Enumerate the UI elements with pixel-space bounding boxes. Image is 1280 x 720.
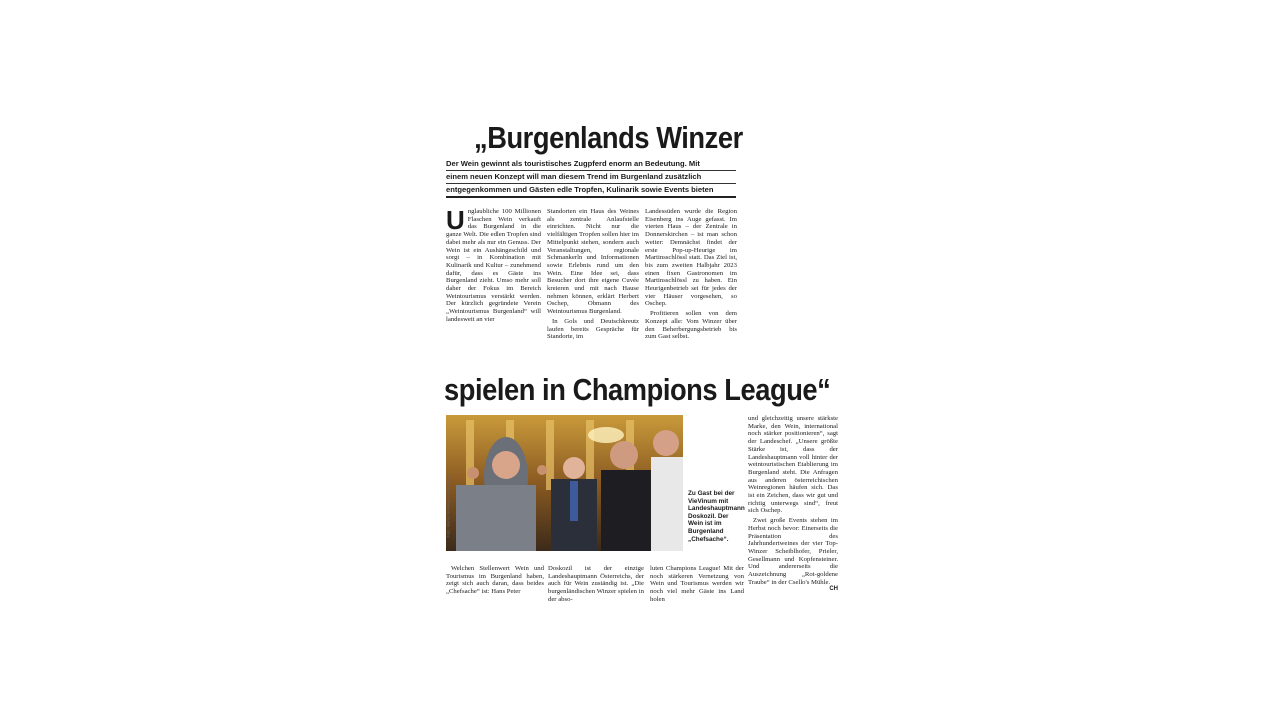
photo-illustration [446, 415, 683, 551]
column-5b-text: luten Champions League! Mit der noch stärkeren Vernetzung von Wein und Tourismus werden wir noch viel mehr Gäste ins Land holen [650, 565, 744, 603]
headline-top: „Burgenlands Winzer [474, 120, 743, 155]
column-6-paragraph-1: und gleichzeitig unsere stärkste Marke, den Wein, international noch stärker positionieren“, sagt der Landeschef. „Unsere größte Stärke ist, dass der Landeshauptmann voll hinter der weintouristischen Etablierung im Burgenland steht. Die Anfragen aus anderen österreichischen Weinregionen häufen sich. Das ist ein Zeichen, dass wir gut und richtig unterwegs sind“, freut sich Oschep. [748, 415, 838, 515]
column-3-paragraph-2: Profitieren sollen von dem Konzept alle: Vom Winzer über den Beherbergungsbetrieb bis zum Gast selbst. [645, 310, 737, 341]
photo-credit: Foto: Martin Weinkopf / Bilderdienst [446, 474, 451, 538]
column-6-paragraph-2-text: Zwei große Events stehen im Herbst noch bevor: Einerseits die Präsentation des Jahrhundertweines der vier Top-Winzer Scheiblhofer, Prieler, Gesellmann und Kopfensteiner. Und andererseits die Auszeichnung „Rot-goldene Traube“ in der Csello's Mühle. [748, 517, 838, 586]
column-4-text: Welchen Stellenwert Wein und Tourismus im Burgenland haben, zeigt sich auch daran, dass beides „Chefsache“ ist: Hans Peter [446, 565, 544, 596]
column-4 [446, 565, 544, 607]
column-3 [645, 208, 737, 350]
column-2 [547, 208, 639, 350]
column-2-paragraph-1: Standorten ein Haus des Weines als zentrale Anlaufstelle einrichten. Nicht nur die vielfältigen Tropfen sollen hier im Mittelpunkt stehen, sondern auch Veranstaltungen, regionale Schmankerln und Informationen sowie Erlebnis rund um den Wein. Eine Idee sei, dass Besucher dort ihre eigene Cuvée kreieren und mit nach Hause nehmen können, erklärt Herbert Oschep, Obmann des Weintourismus Burgenland. [547, 208, 639, 316]
headline-bottom: spielen in Champions League“ [444, 372, 831, 407]
column-5 [548, 565, 644, 607]
article-photo [446, 415, 683, 551]
photo-caption: Zu Gast bei der VieVinum mit Landeshauptmann Doskozil. Der Wein ist im Burgenland „Chefsache“. [688, 490, 745, 543]
deck-line-3: entgegenkommen und Gästen edle Tropfen, Kulinarik sowie Events bieten [446, 184, 736, 198]
column-6 [748, 415, 838, 605]
newspaper-clipping [444, 118, 838, 610]
column-3-paragraph-1: Landessüden wurde die Region Eisenberg ins Auge gefasst. Im vierten Haus – der Zentrale in Donnerskirchen – ist man schon weiter: Demnächst findet der erste Pop-up-Heurige im Martinsschlössl statt. Das Ziel ist, bis zum zweiten Halbjahr 2023 einen fixen Gastronomen im Martinsschlössl zu haben. Ein Heurigenbetrieb sei für jedes der vier Häuser vorgesehen, so Oschep. [645, 208, 737, 308]
column-6-paragraph-2 [748, 517, 838, 593]
column-1-text: nglaubliche 100 Millionen Flaschen Wein verkauft das Burgenland in die ganze Welt. Die edlen Tropfen sind dabei mehr als nur ein Genuss. Der Wein ist ein Aushängeschild und sorgt – in Kombination mit Kulinarik und Kultur – zunehmend dafür, dass es Gäste ins Burgenland zieht. Umso mehr soll daher der Fokus im Bereich Weintourismus verstärkt werden. Der kürzlich gegründete Verein „Weintourismus Burgenland“ will landesweit an vier [446, 208, 541, 323]
drop-cap: U [446, 208, 465, 235]
column-5b [650, 565, 744, 607]
author-signature: CH [829, 586, 838, 593]
column-2-paragraph-2: In Gols und Deutschkreutz laufen bereits Gespräche für Standorte, im [547, 317, 639, 341]
column-5-text: Doskozil ist der einzige Landeshauptmann Österreichs, der auch für Wein zuständig ist. „Die burgenländischen Winzer spielen in der abso- [548, 565, 644, 603]
article-deck [446, 158, 736, 198]
deck-line-2: einem neuen Konzept will man diesem Trend im Burgenland zusätzlich [446, 171, 736, 184]
column-1 [446, 208, 541, 350]
deck-line-1: Der Wein gewinnt als touristisches Zugpferd enorm an Bedeutung. Mit [446, 158, 736, 171]
